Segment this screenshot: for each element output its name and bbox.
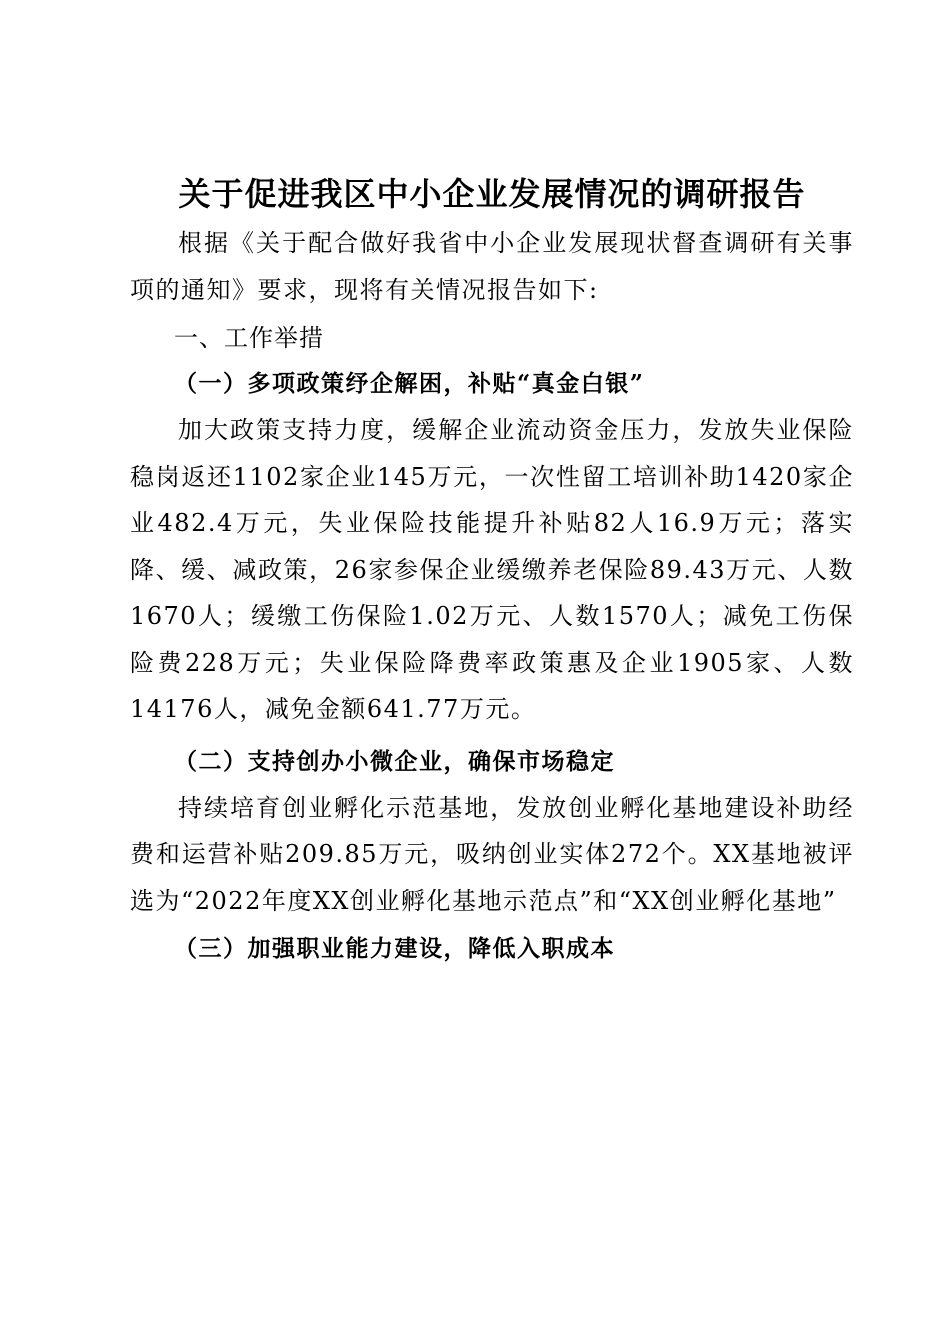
subsection-body-1: 加大政策支持力度，缓解企业流动资金压力，发放失业保险稳岗返还1102家企业145万元，一次性留工培训补助1420家企业482.4万元，失业保险技能提升补贴82人16.9万元；落实降、缓、减政策，26家参保企业缓缴养老保险89.43万元、人数1670人；缓缴工伤保险1.02万元、人数1570人；减免工伤保险费228万元；失业保险降费率政策惠及企业1905家、人数14176人，减免金额641.77万元。 [130,416,854,723]
subsection-heading-3: （三）加强职业能力建设，降低入职成本 [174,935,615,962]
document-title: 关于促进我区中小企业发展情况的调研报告 [178,175,806,213]
subsection-heading-1: （一）多项政策纾企解困，补贴“真金白银” [174,370,645,397]
section-heading-work-measures: 一、工作举措 [174,324,324,352]
document-body [130,168,854,972]
subsection-heading-2: （二）支持创办小微企业，确保市场稳定 [174,747,615,775]
subsection-body-2: 持续培育创业孵化示范基地，发放创业孵化基地建设补助经费和运营补贴209.85万元，吸纳创业实体272个。XX基地被评选为“2022年度XX创业孵化基地示范点”和“XX创业孵化基地” [130,793,854,915]
intro-paragraph: 根据《关于配合做好我省中小企业发展现状督查调研有关事项的通知》要求，现将有关情况报告如下: [130,229,854,304]
